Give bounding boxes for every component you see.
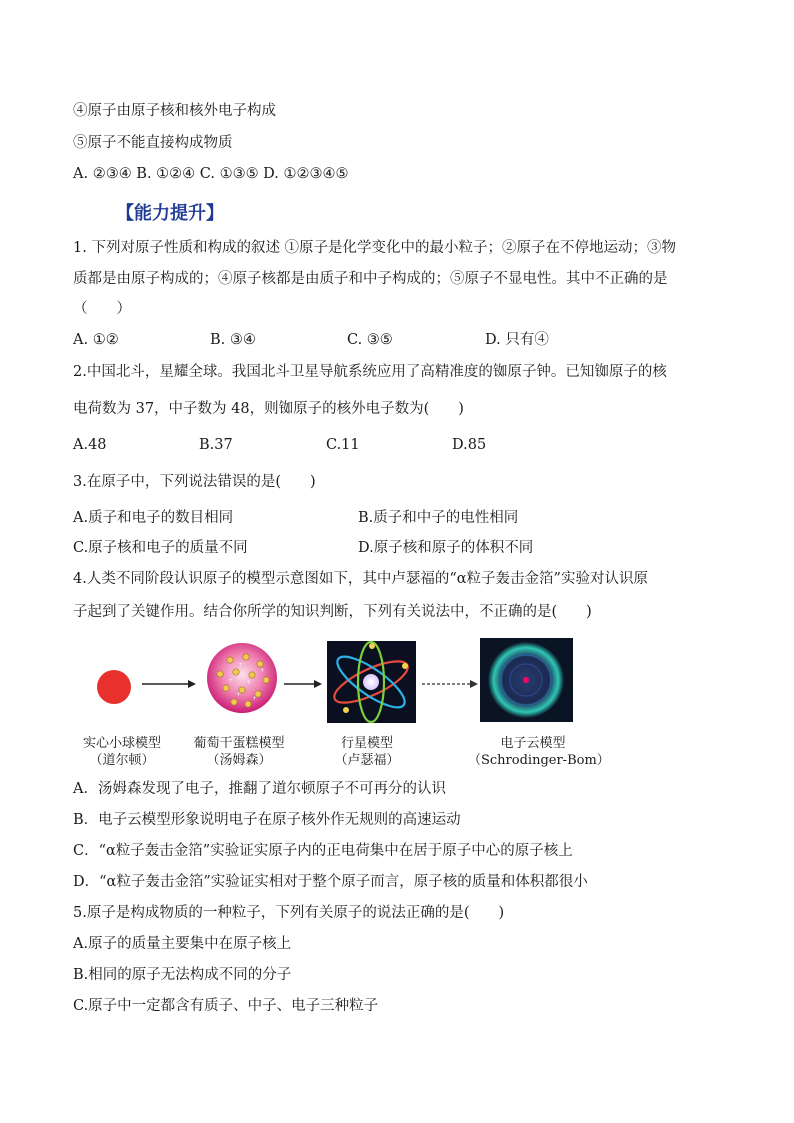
- arrow-icon: [142, 680, 196, 688]
- q3-option-d: D.原子核和原子的体积不同: [358, 540, 534, 556]
- atomic-models-figure: [70, 632, 610, 732]
- thomson-plum-pudding: [207, 643, 277, 713]
- q1-line1: 1. 下列对原子性质和构成的叙述 ①原子是化学变化中的最小粒子；②原子在不停地运动；③物: [73, 240, 677, 256]
- rutherford-planetary: [327, 641, 416, 723]
- q5-option-c: C.原子中一定都含有质子、中子、电子三种粒子: [73, 998, 379, 1014]
- q1-option-d: D. 只有④: [485, 332, 549, 348]
- caption-cloud-who: （Schrodinger-Bom）: [468, 753, 610, 768]
- q2-line1: 2.中国北斗，星耀全球。我国北斗卫星导航系统应用了高精准度的铷原子钟。已知铷原子的核: [73, 364, 667, 380]
- q4-line2: 子起到了关键作用。结合你所学的知识判断，下列有关说法中，不正确的是( ): [73, 604, 592, 620]
- q5-option-a: A.原子的质量主要集中在原子核上: [73, 936, 292, 952]
- caption-rutherford-who: （卢瑟福）: [334, 753, 400, 768]
- q2-option-c: C.11: [326, 437, 360, 453]
- arrow-icon: [284, 680, 322, 688]
- caption-dalton: [72, 735, 172, 769]
- q1-option-a: A. ①②: [73, 332, 119, 348]
- section-title: 【能力提升】: [116, 203, 224, 224]
- q2-option-a: A.48: [73, 437, 107, 453]
- caption-dalton-name: 实心小球模型: [82, 736, 161, 751]
- dashed-arrow-icon: [422, 680, 478, 688]
- caption-electron-cloud: [468, 735, 610, 769]
- caption-rutherford-name: 行星模型: [340, 736, 393, 751]
- svg-text:+: +: [246, 679, 252, 686]
- svg-text:+: +: [236, 691, 242, 698]
- dalton-solid-ball: [97, 670, 131, 704]
- prev-question-options: A. ②③④ B. ①②④ C. ①③⑤ D. ①②③④⑤: [73, 166, 349, 182]
- caption-dalton-who: （道尔顿）: [89, 753, 155, 768]
- caption-thomson-who: （汤姆森）: [206, 753, 272, 768]
- q1-line2: 质都是由原子构成的；④原子核都是由质子和中子构成的；⑤原子不显电性。其中不正确的是: [73, 271, 668, 287]
- q4-option-d: D．“α粒子轰击金箔”实验证实相对于整个原子而言，原子核的质量和体积都很小: [73, 874, 588, 890]
- q1-option-c: C. ③⑤: [347, 332, 393, 348]
- svg-text:+: +: [228, 677, 234, 684]
- q2-line2: 电荷数为 37，中子数为 48，则铷原子的核外电子数为( ): [73, 401, 464, 417]
- q3-line1: 3.在原子中，下列说法错误的是( ): [73, 474, 316, 490]
- q3-option-b: B.质子和中子的电性相同: [358, 510, 519, 526]
- electron-cloud-model: [480, 638, 573, 722]
- q1-line3: （ ）: [73, 301, 131, 317]
- q1-option-b: B. ③④: [210, 332, 256, 348]
- q2-option-b: B.37: [199, 437, 233, 453]
- q2-option-d: D.85: [452, 437, 487, 453]
- caption-rutherford: [322, 735, 412, 769]
- svg-text:+: +: [238, 661, 244, 668]
- q5-option-b: B.相同的原子无法构成不同的分子: [73, 967, 292, 983]
- caption-thomson-name: 葡萄干蛋糕模型: [193, 736, 285, 751]
- q4-option-b: B．电子云模型形象说明电子在原子核外作无规则的高速运动: [73, 812, 461, 828]
- q4-line1: 4.人类不同阶段认识原子的模型示意图如下，其中卢瑟福的“α粒子轰击金箔”实验对认识原: [73, 571, 648, 587]
- statement-5: ⑤原子不能直接构成物质: [73, 135, 233, 151]
- svg-text:+: +: [260, 667, 266, 674]
- q4-option-c: C．“α粒子轰击金箔”实验证实原子内的正电荷集中在居于原子中心的原子核上: [73, 843, 573, 859]
- q3-option-a: A.质子和电子的数目相同: [73, 510, 234, 526]
- q3-option-c: C.原子核和电子的质量不同: [73, 540, 248, 556]
- caption-thomson: [180, 735, 298, 769]
- caption-cloud-name: 电子云模型: [500, 736, 566, 751]
- q4-option-a: A．汤姆森发现了电子，推翻了道尔顿原子不可再分的认识: [73, 781, 446, 797]
- svg-text:+: +: [252, 695, 258, 702]
- q5-line1: 5.原子是构成物质的一种粒子，下列有关原子的说法正确的是( ): [73, 905, 505, 921]
- statement-4: ④原子由原子核和核外电子构成: [73, 103, 276, 119]
